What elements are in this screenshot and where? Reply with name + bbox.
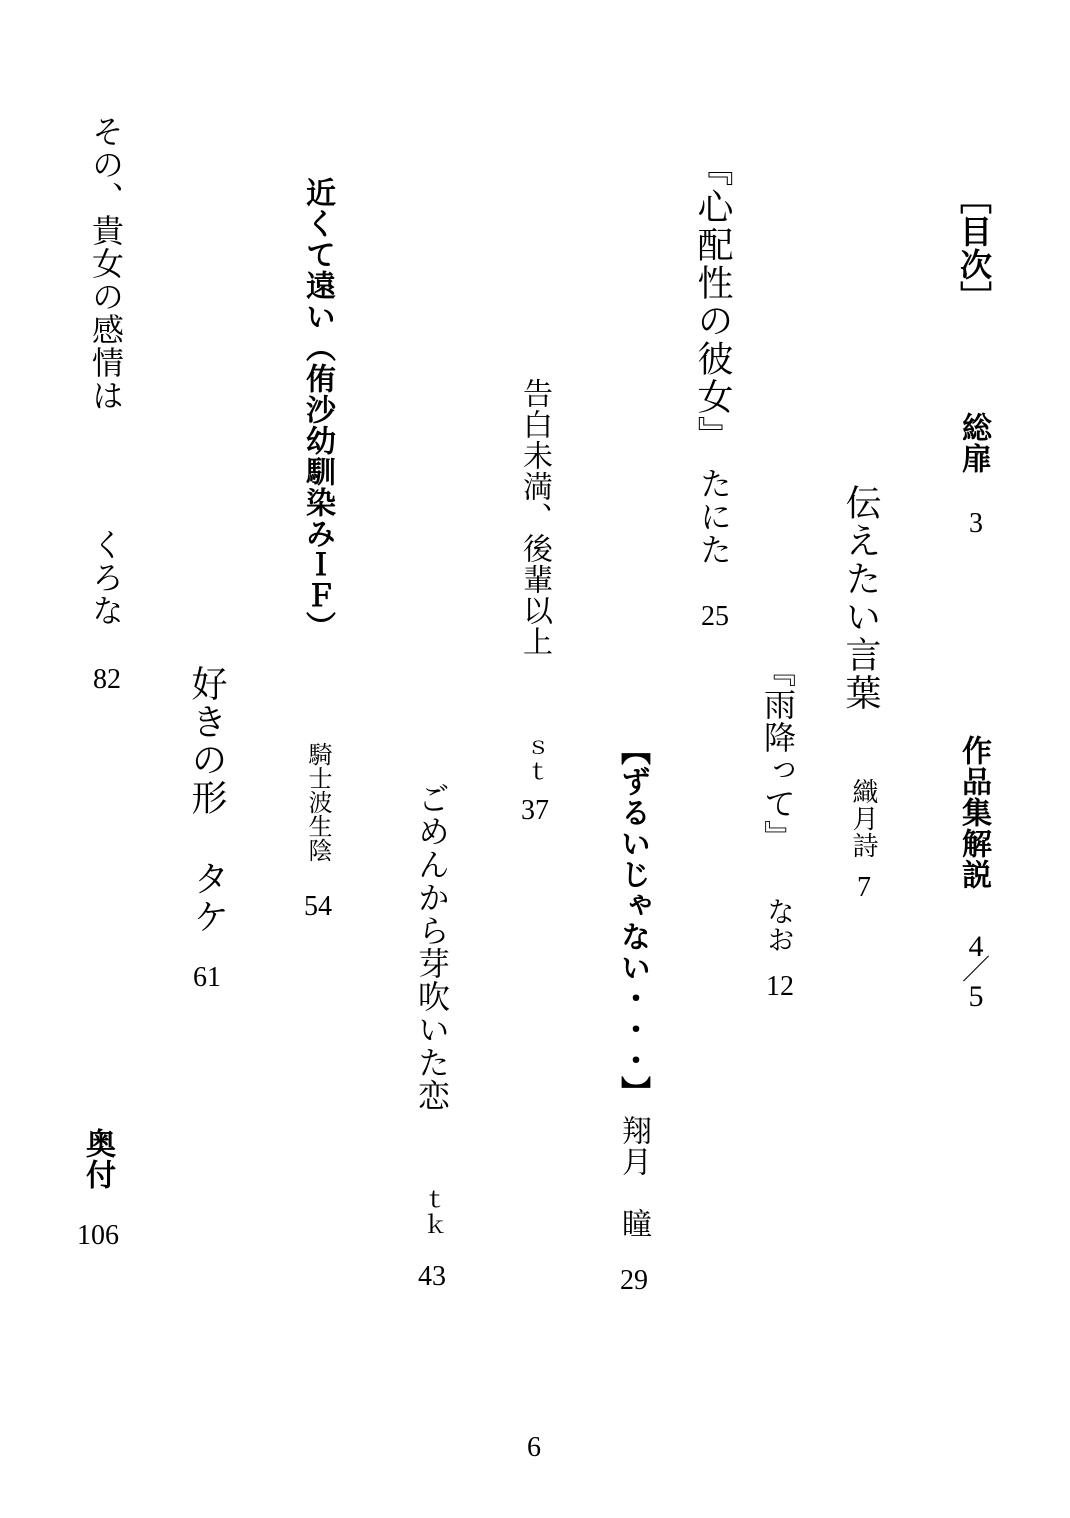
toc-entry-page: 82 xyxy=(93,664,121,695)
toc-entry-author: なお xyxy=(763,897,796,953)
toc-entry-title: 奥付 xyxy=(80,1128,115,1190)
toc-entry-author: 織月詩 xyxy=(848,778,878,859)
toc-entry-author: 騎士波生陰 xyxy=(304,742,332,862)
toc-entry-title: 伝えたい言葉 xyxy=(840,484,881,712)
toc-entry-author: 翔月 瞳 xyxy=(616,1115,651,1239)
toc-entry-title: ごめんから芽吹いた恋 xyxy=(413,782,451,1112)
toc-heading: ［目次］ xyxy=(955,182,993,314)
toc-entry-page: 37 xyxy=(521,795,549,826)
toc-entry-title: 好きの形 xyxy=(186,665,227,817)
toc-entry-page-separator: ／ xyxy=(961,955,991,986)
toc-entry-page-top: 4 xyxy=(968,930,984,963)
toc-entry-page-bottom: 5 xyxy=(968,980,984,1013)
toc-entry-page: 29 xyxy=(620,1265,648,1296)
toc-entry-page: 106 xyxy=(77,1220,119,1251)
toc-entry-title: 作品集解説 xyxy=(956,735,991,890)
toc-entry-title: 告白未満、後輩以上 xyxy=(517,378,552,657)
toc-entry-page: 12 xyxy=(766,971,794,1002)
toc-entry-page: 43 xyxy=(418,1261,446,1292)
toc-entry-page: 7 xyxy=(857,872,871,903)
toc-entry-author: たにた xyxy=(695,467,733,566)
toc-entry-page: 61 xyxy=(193,962,221,993)
toc-entry-title: 近くて遠い（侑沙幼馴染みＩＦ） xyxy=(300,177,335,642)
toc-entry-title: 総扉 xyxy=(956,412,991,474)
toc-entry-author: ｔｋ xyxy=(419,1187,447,1235)
toc-entry-page: 25 xyxy=(701,601,729,632)
toc-entry-title: その、貴女の感情は xyxy=(87,115,125,412)
toc-entry-page: 54 xyxy=(304,891,332,922)
page-number: 6 xyxy=(527,1432,541,1463)
toc-entry-author: くろな xyxy=(87,528,125,627)
toc-entry-title: 『心配性の彼女』 xyxy=(692,150,733,454)
toc-entry-title: 『雨降って』 xyxy=(759,655,797,853)
toc-entry-author: タケ xyxy=(188,860,229,936)
toc-entry-page: 3 xyxy=(969,508,983,539)
toc-entry-author: ｓｔ xyxy=(522,735,550,783)
toc-entry-title: 【ずるいじゃない･･･】 xyxy=(615,735,650,1107)
